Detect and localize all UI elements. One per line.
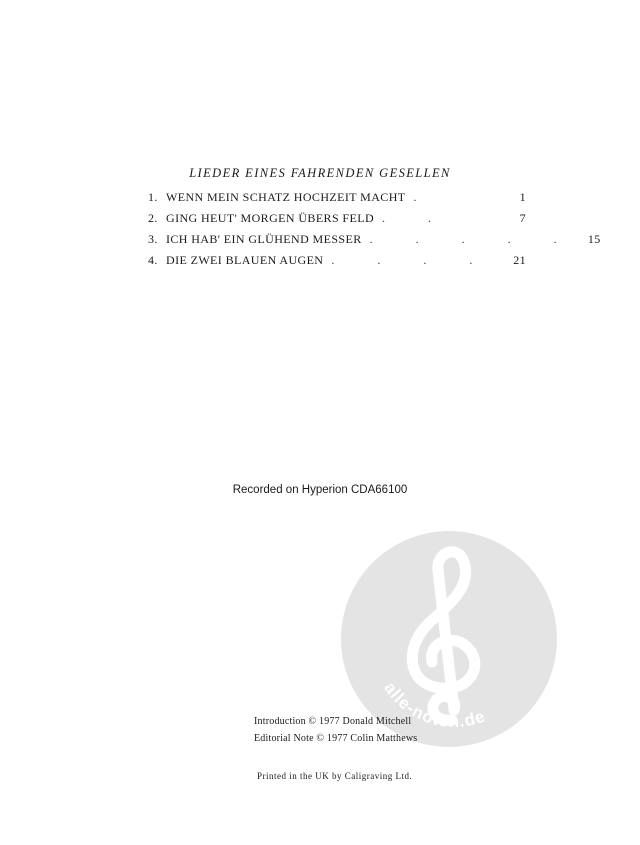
copyright-credits <box>254 713 417 747</box>
toc-entry-number: 2. <box>148 211 158 225</box>
watermark-text: alle-noten.de <box>380 678 489 732</box>
toc-entry-number: 4. <box>148 253 158 267</box>
toc-entry-title: WENN MEIN SCHATZ HOCHZEIT MACHT <box>166 190 406 204</box>
toc-entry-page: 7 <box>519 211 526 225</box>
toc-entry[interactable] <box>148 190 526 211</box>
toc-entry-page: 1 <box>519 190 526 204</box>
toc-entry[interactable] <box>148 211 526 232</box>
toc-leader-dots: . . . . . <box>369 232 577 246</box>
toc-entry-title: DIE ZWEI BLAUEN AUGEN <box>166 253 324 267</box>
toc-entry-page: 15 <box>587 232 601 246</box>
toc-entry[interactable] <box>148 232 601 253</box>
toc-entry[interactable] <box>148 253 526 274</box>
toc-leader-dots: . . . . <box>331 253 493 267</box>
toc-entry-title: ICH HAB' EIN GLÜHEND MESSER <box>166 232 362 246</box>
recording-note: Recorded on Hyperion CDA66100 <box>232 484 408 496</box>
table-of-contents <box>148 190 601 274</box>
toc-entry-number: 3. <box>148 232 158 246</box>
printer-imprint: Printed in the UK by Caligraving Ltd. <box>257 771 413 781</box>
toc-title: LIEDER EINES FAHRENDEN GESELLEN <box>189 166 451 180</box>
toc-entry-title: GING HEUT' MORGEN ÜBERS FELD <box>166 211 375 225</box>
toc-entry-number: 1. <box>148 190 158 204</box>
toc-leader-dots: . . <box>382 211 452 225</box>
toc-entry-page: 21 <box>513 253 526 267</box>
toc-leader-dots: . <box>413 190 437 204</box>
introduction-credit: Introduction © 1977 Donald Mitchell <box>254 716 412 727</box>
editorial-note-credit: Editorial Note © 1977 Colin Matthews <box>254 733 418 744</box>
